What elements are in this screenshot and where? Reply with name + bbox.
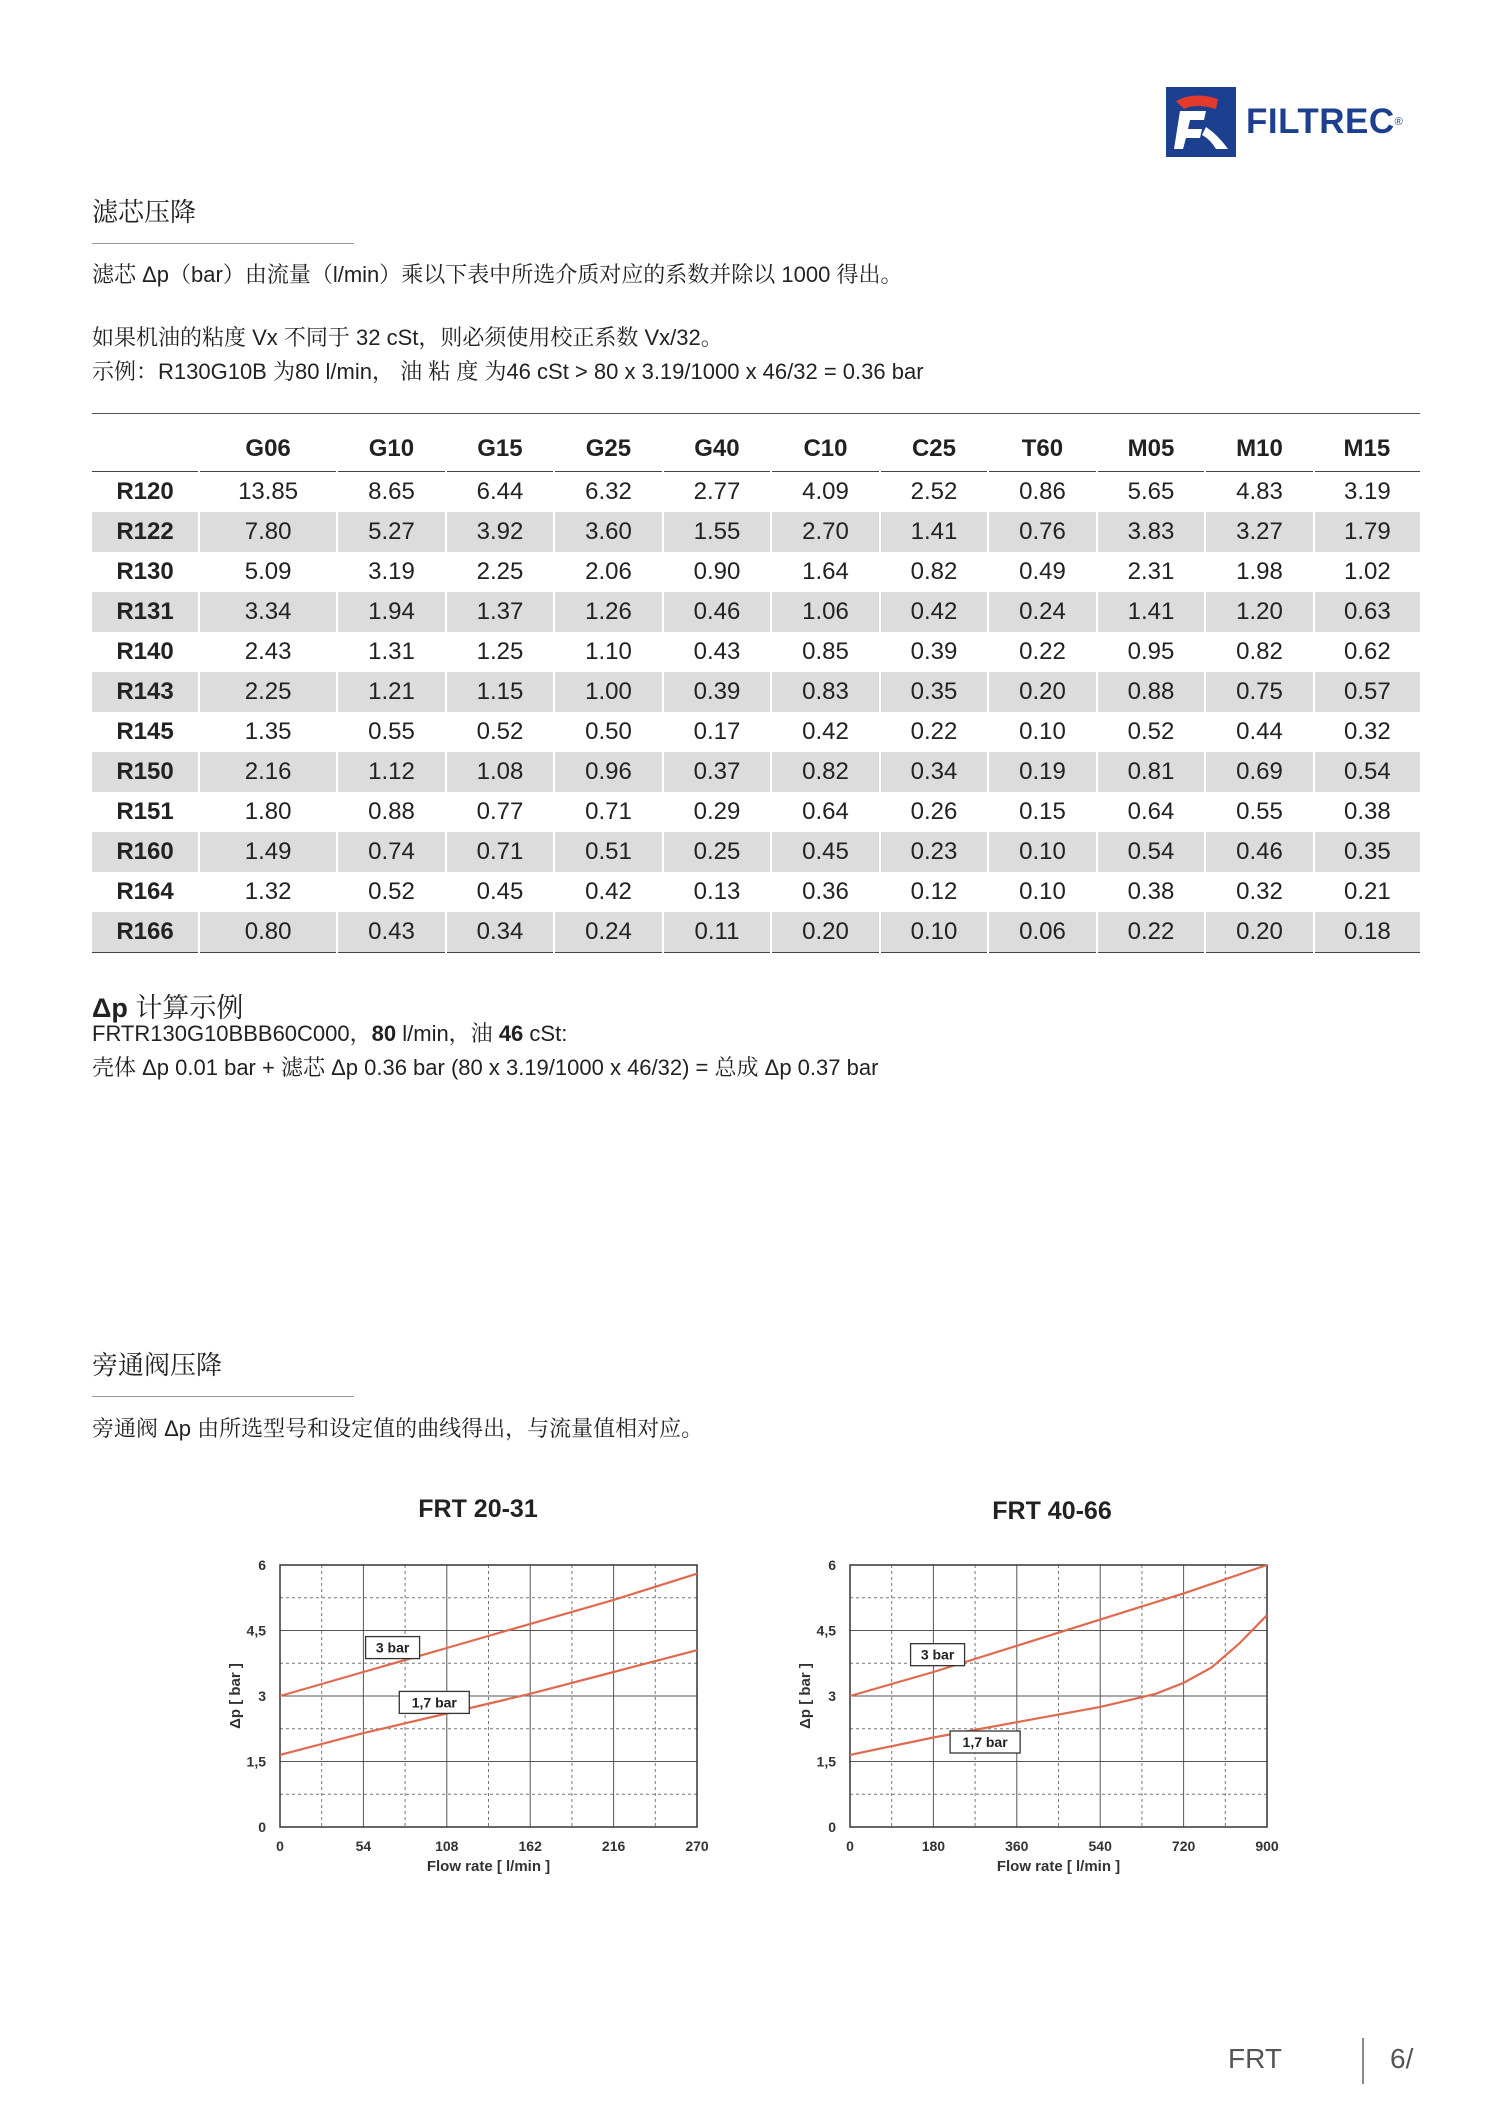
table-cell: 0.10 [988, 872, 1097, 912]
table-cell: 2.43 [199, 632, 337, 672]
table-cell: 1.55 [663, 512, 772, 552]
table-cell: 1.79 [1314, 512, 1420, 552]
series-label: 1,7 bar [962, 1734, 1008, 1751]
table-cell: 0.32 [1314, 712, 1420, 752]
section1-underline [92, 243, 354, 244]
table-cell: 0.36 [771, 872, 880, 912]
brand-name: FILTREC [1246, 102, 1395, 141]
x-tick-label: 270 [685, 1838, 709, 1854]
table-body [92, 472, 1420, 953]
table-cell: 1.31 [337, 632, 446, 672]
table-cell: 0.11 [663, 912, 772, 953]
table-cell: 0.55 [1205, 792, 1314, 832]
table-cell: 7.80 [199, 512, 337, 552]
table-cell: 13.85 [199, 472, 337, 513]
table-cell: 0.63 [1314, 592, 1420, 632]
x-axis-label: Flow rate [ l/min ] [426, 1858, 551, 1875]
table-row [92, 552, 1420, 592]
table-cell: 0.18 [1314, 912, 1420, 953]
table-cell: 0.12 [880, 872, 989, 912]
table-row [92, 472, 1420, 513]
footer-doc-name: FRT [1228, 2043, 1282, 2074]
row-header: R164 [116, 878, 174, 905]
section1-para3: 示例：R130G10B 为80 l/min， 油 粘 度 为46 cSt > 80 x 3.19/1000 x 46/32 = 0.36 bar [92, 359, 924, 384]
table-cell: 0.34 [880, 752, 989, 792]
table-cell: 0.77 [446, 792, 555, 832]
calc-line2: 壳体 Δp 0.01 bar + 滤芯 Δp 0.36 bar (80 x 3.19/1000 x 46/32) = 总成 Δp 0.37 bar [92, 1055, 879, 1080]
table-cell: 0.82 [1205, 632, 1314, 672]
section2-para1: 旁通阀 Δp 由所选型号和设定值的曲线得出，与流量值相对应。 [92, 1416, 704, 1441]
table-cell: 3.60 [554, 512, 663, 552]
column-header: G06 [199, 427, 337, 472]
table-cell: 3.19 [1314, 472, 1420, 513]
calc-viscosity: 46 [498, 1021, 524, 1046]
table-row [92, 712, 1420, 752]
table-cell: 1.41 [1097, 592, 1206, 632]
table-cell: 0.80 [199, 912, 337, 953]
x-axis-label: Flow rate [ l/min ] [996, 1858, 1121, 1875]
table-cell: 2.77 [663, 472, 772, 513]
table-cell: 1.49 [199, 832, 337, 872]
table-cell: 0.42 [771, 712, 880, 752]
table-cell: 0.10 [880, 912, 989, 953]
row-header: R140 [116, 638, 174, 665]
x-tick-label: 0 [846, 1838, 854, 1854]
y-tick-label: 6 [828, 1557, 836, 1573]
row-header: R131 [92, 592, 199, 632]
table-cell: 1.15 [446, 672, 555, 712]
registered-mark: ® [1394, 116, 1403, 128]
table-cell: 0.25 [663, 832, 772, 872]
x-tick-label: 720 [1171, 1838, 1196, 1854]
series-label: 1,7 bar [411, 1694, 457, 1711]
filtrec-logo-icon [1166, 87, 1236, 157]
table-cell: 0.46 [1205, 832, 1314, 872]
table-cell: 4.83 [1205, 472, 1314, 513]
table-cell: 8.65 [337, 472, 446, 513]
table-cell: 0.20 [1205, 912, 1314, 953]
table-cell: 1.41 [880, 512, 989, 552]
table-cell: 0.20 [771, 912, 880, 953]
table-cell: 3.27 [1205, 512, 1314, 552]
table-cell: 0.39 [663, 672, 772, 712]
table-cell: 0.49 [988, 552, 1097, 592]
table-cell: 0.82 [880, 552, 989, 592]
row-header: R122 [92, 512, 199, 552]
table-cell: 1.06 [771, 592, 880, 632]
table-row [92, 872, 1420, 912]
table-cell: 1.26 [554, 592, 663, 632]
column-header: G15 [446, 427, 555, 472]
table-cell: 0.32 [1205, 872, 1314, 912]
table-top-rule [92, 413, 1420, 414]
table-cell: 0.24 [988, 592, 1097, 632]
table-cell: 6.32 [554, 472, 663, 513]
table-cell: 1.37 [446, 592, 555, 632]
table-cell: 0.29 [663, 792, 772, 832]
table-cell: 0.52 [337, 872, 446, 912]
table-row [92, 912, 1420, 953]
table-cell: 0.35 [1314, 832, 1420, 872]
table-cell: 0.45 [771, 832, 880, 872]
table-cell: 1.21 [337, 672, 446, 712]
footer-page-number: 6/ [1390, 2043, 1414, 2074]
chart2-title: FRT 40-66 [992, 1497, 1112, 1525]
table-cell: 0.22 [1097, 912, 1206, 953]
table-cell: 1.20 [1205, 592, 1314, 632]
table-cell: 0.74 [337, 832, 446, 872]
table-row [92, 592, 1420, 632]
row-header: R160 [92, 832, 199, 872]
table-cell: 1.12 [337, 752, 446, 792]
table-cell: 0.52 [1097, 712, 1206, 752]
column-header: G10 [337, 427, 446, 472]
table-cell: 0.64 [771, 792, 880, 832]
row-header: R143 [92, 672, 199, 712]
table-cell: 0.51 [554, 832, 663, 872]
row-header: R150 [92, 752, 199, 792]
calc-visc-unit: cSt: [523, 1021, 568, 1046]
table-cell: 0.15 [988, 792, 1097, 832]
chart-frt-40-66 [790, 1545, 1290, 1885]
series-label: 3 bar [375, 1639, 410, 1656]
column-header: M05 [1097, 427, 1206, 472]
chart1-title: FRT 20-31 [418, 1495, 538, 1523]
y-tick-label: 3 [258, 1688, 266, 1704]
series-line [280, 1574, 697, 1696]
x-tick-label: 900 [1255, 1838, 1279, 1854]
calc-line1 [92, 1017, 567, 1051]
y-tick-label: 0 [258, 1819, 266, 1835]
table-cell: 0.90 [663, 552, 772, 592]
table-cell: 2.16 [199, 752, 337, 792]
table-cell: 0.17 [663, 712, 772, 752]
table-cell: 0.20 [988, 672, 1097, 712]
table-cell: 0.24 [554, 912, 663, 953]
y-axis-label: Δp [ bar ] [797, 1663, 814, 1729]
table-cell: 0.13 [663, 872, 772, 912]
table-cell: 0.71 [446, 832, 555, 872]
series-label: 3 bar [920, 1646, 955, 1663]
table-cell: 0.19 [988, 752, 1097, 792]
table-cell: 0.43 [337, 912, 446, 953]
delta-p-symbol: Δp [92, 993, 128, 1023]
table-cell: 0.62 [1314, 632, 1420, 672]
section2-title: 旁通阀压降 [92, 1350, 223, 1380]
table-cell: 0.96 [554, 752, 663, 792]
row-header: R130 [116, 558, 174, 585]
table-cell: 0.86 [988, 472, 1097, 513]
table-cell: 5.27 [337, 512, 446, 552]
x-tick-label: 54 [355, 1838, 372, 1854]
table-cell: 4.09 [771, 472, 880, 513]
table-cell: 1.80 [199, 792, 337, 832]
column-header: M10 [1205, 427, 1314, 472]
table-cell: 0.69 [1205, 752, 1314, 792]
table-row [92, 792, 1420, 832]
table-cell: 1.08 [446, 752, 555, 792]
x-tick-label: 360 [1005, 1838, 1029, 1854]
coefficient-table [92, 427, 1420, 953]
y-axis-label: Δp [ bar ] [227, 1663, 244, 1729]
table-cell: 5.65 [1097, 472, 1206, 513]
table-cell: 1.98 [1205, 552, 1314, 592]
footer-separator [1362, 2038, 1364, 2084]
table-header-row [92, 427, 1420, 472]
table-cell: 0.42 [554, 872, 663, 912]
table-corner [92, 427, 199, 472]
table-cell: 1.64 [771, 552, 880, 592]
table-row [92, 512, 1420, 552]
y-tick-label: 4,5 [816, 1622, 836, 1639]
table-row [92, 832, 1420, 872]
chart-frt-20-31 [220, 1545, 720, 1885]
table-cell: 0.57 [1314, 672, 1420, 712]
table-cell: 1.32 [199, 872, 337, 912]
table-cell: 0.76 [988, 512, 1097, 552]
section1-title: 滤芯压降 [92, 197, 197, 227]
x-tick-label: 180 [921, 1838, 946, 1854]
table-cell: 0.10 [988, 712, 1097, 752]
calc-title-text: 计算示例 [127, 993, 244, 1023]
section1-para1: 滤芯 Δp（bar）由流量（l/min）乘以下表中所选介质对应的系数并除以 1000 得出。 [92, 262, 903, 287]
table-cell: 0.42 [880, 592, 989, 632]
column-header: T60 [988, 427, 1097, 472]
table-cell: 0.83 [771, 672, 880, 712]
row-header: R166 [92, 912, 199, 953]
table-cell: 0.26 [880, 792, 989, 832]
table-cell: 0.46 [663, 592, 772, 632]
table-row [92, 672, 1420, 712]
row-header: R120 [116, 478, 174, 505]
table-cell: 0.38 [1097, 872, 1206, 912]
x-tick-label: 0 [276, 1838, 284, 1854]
table-cell: 3.19 [337, 552, 446, 592]
table-cell: 0.38 [1314, 792, 1420, 832]
table-cell: 2.25 [199, 672, 337, 712]
column-header: C10 [771, 427, 880, 472]
x-tick-label: 216 [601, 1838, 626, 1854]
table-cell: 0.52 [446, 712, 555, 752]
table-cell: 0.06 [988, 912, 1097, 953]
table-cell: 0.54 [1097, 832, 1206, 872]
row-header: R151 [116, 798, 174, 825]
table-cell: 0.50 [554, 712, 663, 752]
table-cell: 1.02 [1314, 552, 1420, 592]
table-cell: 5.09 [199, 552, 337, 592]
table-cell: 0.44 [1205, 712, 1314, 752]
table-row [92, 632, 1420, 672]
table-cell: 0.54 [1314, 752, 1420, 792]
column-header: G40 [663, 427, 772, 472]
calc-flow: 80 [371, 1021, 397, 1046]
table-cell: 1.25 [446, 632, 555, 672]
x-tick-label: 540 [1088, 1838, 1112, 1854]
table-cell: 0.22 [880, 712, 989, 752]
table-cell: 0.55 [337, 712, 446, 752]
table-cell: 0.34 [446, 912, 555, 953]
table-cell: 0.43 [663, 632, 772, 672]
table-cell: 0.23 [880, 832, 989, 872]
section1-para2: 如果机油的粘度 Vx 不同于 32 cSt，则必须使用校正系数 Vx/32。 [92, 325, 723, 350]
table-cell: 3.34 [199, 592, 337, 632]
y-tick-label: 0 [828, 1819, 836, 1835]
x-tick-label: 162 [518, 1838, 542, 1854]
column-header: C25 [880, 427, 989, 472]
table-cell: 0.10 [988, 832, 1097, 872]
table-cell: 0.21 [1314, 872, 1420, 912]
table-cell: 1.35 [199, 712, 337, 752]
table-cell: 0.88 [337, 792, 446, 832]
y-tick-label: 4,5 [246, 1622, 266, 1639]
table-cell: 0.71 [554, 792, 663, 832]
table-cell: 1.00 [554, 672, 663, 712]
table-cell: 6.44 [446, 472, 555, 513]
table-cell: 2.31 [1097, 552, 1206, 592]
table-cell: 0.64 [1097, 792, 1206, 832]
y-tick-label: 1,5 [816, 1753, 836, 1770]
table-row [92, 752, 1420, 792]
table-cell: 0.75 [1205, 672, 1314, 712]
brand-logo [1166, 86, 1430, 158]
table-cell: 1.10 [554, 632, 663, 672]
table-cell: 2.70 [771, 512, 880, 552]
table-cell: 3.83 [1097, 512, 1206, 552]
table-cell: 2.06 [554, 552, 663, 592]
table-cell: 0.88 [1097, 672, 1206, 712]
table-cell: 0.45 [446, 872, 555, 912]
table-cell: 2.52 [880, 472, 989, 513]
table-cell: 0.22 [988, 632, 1097, 672]
row-header: R145 [116, 718, 174, 745]
table-cell: 0.37 [663, 752, 772, 792]
table-cell: 0.81 [1097, 752, 1206, 792]
section2-underline [92, 1396, 354, 1397]
column-header: M15 [1314, 427, 1420, 472]
table-cell: 1.94 [337, 592, 446, 632]
calc-model: FRTR130G10BBB60C000， [92, 1021, 372, 1046]
table-cell: 0.35 [880, 672, 989, 712]
table-cell: 2.25 [446, 552, 555, 592]
table-cell: 0.82 [771, 752, 880, 792]
y-tick-label: 3 [828, 1688, 836, 1704]
table-cell: 0.95 [1097, 632, 1206, 672]
x-tick-label: 108 [435, 1838, 459, 1854]
calc-flow-unit: l/min，油 [396, 1021, 499, 1046]
table-cell: 3.92 [446, 512, 555, 552]
y-tick-label: 1,5 [246, 1753, 266, 1770]
table-cell: 0.85 [771, 632, 880, 672]
table-cell: 0.39 [880, 632, 989, 672]
column-header: G25 [554, 427, 663, 472]
y-tick-label: 6 [258, 1557, 266, 1573]
